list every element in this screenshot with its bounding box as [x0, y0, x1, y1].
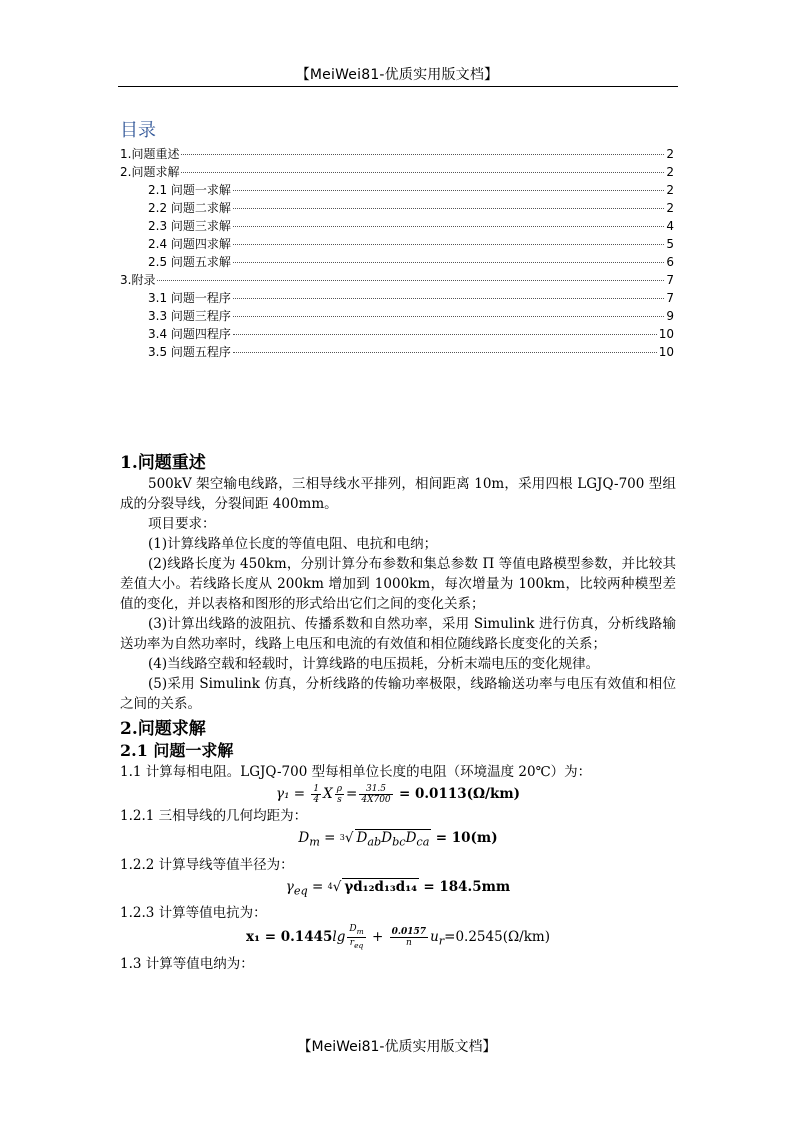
toc-entry[interactable]	[120, 163, 674, 181]
paragraph: (5)采用 Simulink 仿真，分析线路的传输功率极限，线路输送功率与电压有效值和相位之间的关系。	[120, 676, 676, 712]
toc-page-number: 2	[666, 201, 674, 215]
table-of-contents	[120, 145, 674, 361]
formula-lhs: γ₁ =	[276, 786, 310, 802]
toc-page-number: 10	[658, 327, 674, 341]
paragraph: (2)线路长度为 450km，分别计算分布参数和集总参数 Π 等值电路模型参数，并比较其差值大小。若线路长度从 200km 增加到 1000km，每次增量为 100km，比较两种模型差值的变化，并以表格和图形的形式给出它们之间的变化关系；	[120, 556, 676, 612]
toc-page-number: 9	[666, 309, 674, 323]
toc-entry-label: 1.问题重述	[120, 147, 180, 161]
formula-equivalent-radius: $\gamma_{eq} = ^4√$ γd₁₂d₁₃d₁₄ = 184.5mm	[285, 878, 511, 898]
toc-entry-label: 2.5 问题五求解	[148, 255, 231, 269]
toc-entry-label: 3.5 问题五程序	[148, 345, 231, 359]
formula-result: = 10(m)	[435, 830, 498, 846]
fraction: $\frac{\rho}{s}$	[336, 784, 343, 805]
toc-leader-dots	[181, 154, 664, 155]
header-rule	[118, 86, 678, 87]
toc-entry-label: 2.1 问题一求解	[148, 183, 231, 197]
toc-entry-label: 3.4 问题四程序	[148, 327, 231, 341]
paragraph: (3)计算出线路的波阻抗、传播系数和自然功率，采用 Simulink 进行仿真，分析线路输送功率为自然功率时，线路上电压和电流的有效值和相位随线路长度变化的关系；	[120, 616, 676, 652]
toc-entry[interactable]	[120, 307, 674, 325]
toc-entry-label: 2.3 问题三求解	[148, 219, 231, 233]
formula-reactance: x₁ = 0.1445lg $\frac{D_m}{r_{eq}}$ + $\frac{0.0157}{n}$ $u_r=0.2545(\Omega/km)$	[246, 924, 550, 950]
toc-leader-dots	[233, 262, 664, 263]
toc-entry[interactable]	[120, 325, 674, 343]
formula-result: = 184.5mm	[423, 878, 511, 895]
paragraph: 1.3 计算等值电纳为：	[120, 955, 254, 972]
paragraph: 1.2.3 计算等值电抗为：	[120, 905, 267, 922]
paragraph: 1.1 计算每相电阻。LGJQ-700 型每相单位长度的电阻（环境温度 20℃）为：	[120, 764, 592, 780]
paragraph: (4)当线路空载和轻载时，计算线路的电压损耗，分析末端电压的变化规律。	[148, 656, 600, 672]
formula-resistance: γ₁ = $\frac{1}{4}$ X $\frac{\rho}{s}$ = $\frac{31.5}{4X700}$ = 0.0113(Ω/km)	[276, 784, 520, 805]
paragraph: 1.2.2 计算导线等值半径为：	[120, 856, 294, 873]
toc-page-number: 10	[658, 345, 674, 359]
toc-entry[interactable]	[120, 217, 674, 235]
toc-page-number: 7	[666, 291, 674, 305]
toc-leader-dots	[233, 352, 657, 353]
toc-entry[interactable]	[120, 181, 674, 199]
toc-entry[interactable]	[120, 289, 674, 307]
toc-entry-label: 2.2 问题二求解	[148, 201, 231, 215]
fraction: $\frac{D_m}{r_{eq}}$	[349, 924, 364, 950]
main-content	[120, 452, 676, 974]
toc-page-number: 2	[666, 165, 674, 179]
toc-entry-label: 2.4 问题四求解	[148, 237, 231, 251]
fraction: $\frac{1}{4}$	[313, 784, 320, 805]
paragraph: (1)计算线路单位长度的等值电阻、电抗和电纳；	[148, 536, 438, 552]
toc-page-number: 2	[666, 183, 674, 197]
formula-geometric-mean-distance: $D_m = ^3√$ $D_{ab}D_{bc}D_{ca} = 10(m)$	[298, 830, 498, 849]
toc-entry[interactable]	[120, 253, 674, 271]
toc-page-number: 2	[666, 147, 674, 161]
toc-leader-dots	[233, 298, 664, 299]
toc-leader-dots	[233, 208, 664, 209]
toc-entry[interactable]	[120, 343, 674, 361]
toc-leader-dots	[233, 334, 657, 335]
toc-title: 目录	[120, 120, 156, 141]
radical: $D_{ab}D_{bc}D_{ca}$	[356, 830, 430, 849]
section-heading: 2.问题求解	[120, 719, 206, 739]
toc-leader-dots	[157, 280, 664, 281]
subsection-heading: 2.1 问题一求解	[120, 741, 234, 760]
formula-result: =0.2545(Ω/km)	[444, 929, 550, 946]
toc-leader-dots	[233, 190, 664, 191]
paragraph: 1.2.1 三相导线的几何均距为：	[120, 808, 308, 824]
paragraph: 项目要求：	[148, 516, 216, 532]
toc-leader-dots	[181, 172, 664, 173]
fraction: $\frac{0.0157}{n}$	[391, 927, 427, 949]
toc-entry[interactable]	[120, 235, 674, 253]
toc-entry-label: 3.3 问题三程序	[148, 309, 231, 323]
toc-entry[interactable]	[120, 199, 674, 217]
formula-result: = 0.0113(Ω/km)	[398, 786, 520, 802]
toc-page-number: 7	[666, 273, 674, 287]
toc-entry-label: 2.问题求解	[120, 165, 180, 179]
paragraph: 500kV 架空输电线路，三相导线水平排列，相间距离 10m，采用四根 LGJQ-700 型组成的分裂导线，分裂间距 400mm。	[120, 476, 676, 512]
toc-entry[interactable]	[120, 271, 674, 289]
section-heading: 1.问题重述	[120, 453, 206, 473]
toc-page-number: 6	[666, 255, 674, 269]
fraction: $\frac{31.5}{4X700}$	[361, 784, 391, 805]
toc-leader-dots	[233, 316, 664, 317]
toc-entry-label: 3.附录	[120, 273, 156, 287]
toc-leader-dots	[233, 244, 664, 245]
toc-leader-dots	[233, 226, 664, 227]
toc-page-number: 5	[666, 237, 674, 251]
toc-entry-label: 3.1 问题一程序	[148, 291, 231, 305]
toc-entry[interactable]	[120, 145, 674, 163]
radical: γd₁₂d₁₃d₁₄	[344, 878, 418, 895]
page-header: 【MeiWei81-优质实用版文档】	[295, 67, 499, 83]
page-footer: 【MeiWei81-优质实用版文档】	[297, 1039, 497, 1055]
toc-page-number: 4	[666, 219, 674, 233]
